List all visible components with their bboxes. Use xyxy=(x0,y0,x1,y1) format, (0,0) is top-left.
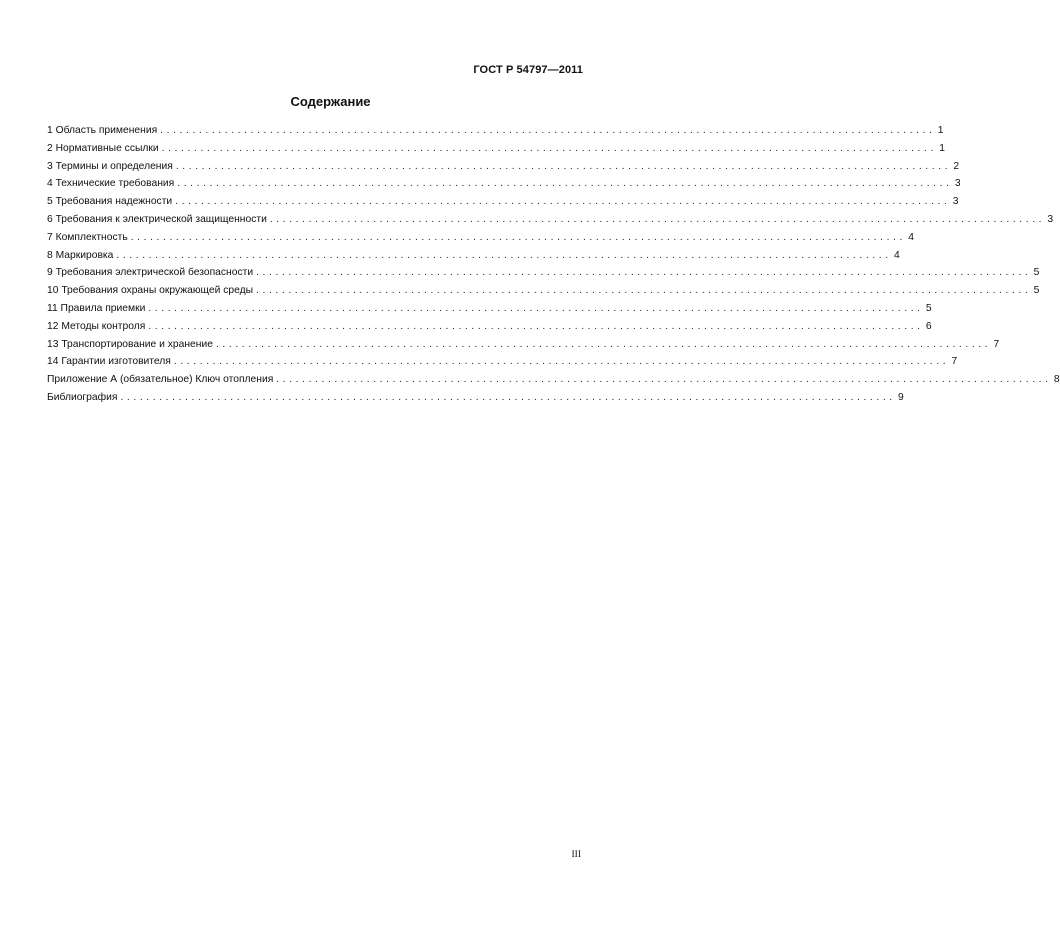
toc-entry-label: 9 Требования электрической безопасности xyxy=(47,267,254,279)
toc-entry-page: 2 xyxy=(953,160,960,172)
toc-entry-page: 8 xyxy=(1053,374,1060,386)
toc-entry-page: 5 xyxy=(925,302,932,314)
toc-dot-leader: ........................................................................................................................ xyxy=(276,374,1052,386)
toc-entry-page: 1 xyxy=(939,142,945,154)
toc-dot-leader: ........................................................................................................................ xyxy=(160,125,936,136)
toc-entry-label: 14 Гарантии изготовителя xyxy=(47,356,171,368)
toc-dot-leader: ........................................................................................................................ xyxy=(175,160,952,172)
toc-entry-label: 10 Требования охраны окружающей среды xyxy=(47,285,254,297)
toc-entry-page: 1 xyxy=(937,125,944,136)
toc-entry-label: 11 Правила приемки xyxy=(47,302,146,314)
toc-entry-label: 12 Методы контроля xyxy=(47,320,146,332)
toc-entry[interactable] xyxy=(47,211,1054,229)
toc-entry-page: 9 xyxy=(898,391,904,403)
toc-entry-label: 7 Комплектность xyxy=(47,231,128,243)
toc-entry[interactable] xyxy=(47,122,944,140)
toc-entry-label: 6 Требования к электрической защищенности xyxy=(47,213,267,225)
toc-entry-page: 4 xyxy=(893,249,900,261)
toc-entry-page: 4 xyxy=(908,231,914,243)
toc-entry-page: 7 xyxy=(993,338,1000,350)
toc-entry-page: 6 xyxy=(925,320,932,332)
toc-entry-page: 3 xyxy=(1047,213,1054,225)
toc-entry-page: 5 xyxy=(1033,285,1040,297)
toc-entry-label: Приложение А (обязательное) Ключ отопления xyxy=(47,374,274,386)
toc-dot-leader: ........................................................................................................................ xyxy=(173,356,950,368)
toc-dot-leader: ........................................................................................................................ xyxy=(175,196,951,208)
toc-entry-label: Библиография xyxy=(47,391,118,403)
toc-dot-leader: ........................................................................................................................ xyxy=(256,285,1032,297)
toc-dot-leader: ........................................................................................................................ xyxy=(116,249,892,261)
toc-entry[interactable] xyxy=(47,336,1000,354)
page-number: III xyxy=(571,850,581,860)
toc-dot-leader: ........................................................................................................................ xyxy=(120,391,896,403)
toc-entry-label: 2 Нормативные ссылки xyxy=(47,142,159,154)
toc-entry-label: 1 Область применения xyxy=(47,125,158,136)
toc-entry-label: 4 Технические требования xyxy=(47,178,175,190)
toc-entry[interactable] xyxy=(47,353,958,371)
toc-entry[interactable] xyxy=(47,175,961,193)
toc-entry[interactable] xyxy=(47,158,960,176)
toc-entry-page: 5 xyxy=(1033,267,1040,279)
toc-dot-leader: ........................................................................................................................ xyxy=(177,178,953,190)
toc-entry[interactable] xyxy=(47,193,959,211)
table-of-contents xyxy=(47,122,1060,407)
toc-entry[interactable] xyxy=(47,389,904,407)
toc-entry[interactable] xyxy=(47,371,1060,389)
toc-dot-leader: ........................................................................................................................ xyxy=(256,267,1032,279)
toc-entry-label: 8 Маркировка xyxy=(47,249,114,261)
toc-dot-leader: ........................................................................................................................ xyxy=(148,320,924,332)
toc-entry[interactable] xyxy=(47,247,900,265)
toc-dot-leader: ........................................................................................................................ xyxy=(148,302,924,314)
toc-entry[interactable] xyxy=(47,318,932,336)
toc-dot-leader: ........................................................................................................................ xyxy=(215,338,992,350)
standard-code: ГОСТ Р 54797—2011 xyxy=(473,64,583,76)
toc-entry[interactable] xyxy=(47,264,1040,282)
toc-dot-leader: ........................................................................................................................ xyxy=(130,231,906,243)
toc-entry-page: 3 xyxy=(952,196,959,208)
toc-entry[interactable] xyxy=(47,140,945,158)
toc-dot-leader: ........................................................................................................................ xyxy=(269,213,1046,225)
toc-entry-page: 7 xyxy=(951,356,958,368)
toc-entry[interactable] xyxy=(47,300,932,318)
toc-entry-label: 13 Транспортирование и хранение xyxy=(47,338,213,350)
toc-dot-leader: ........................................................................................................................ xyxy=(161,142,937,154)
toc-entry-page: 3 xyxy=(954,178,961,190)
toc-entry[interactable] xyxy=(47,229,914,247)
toc-entry-label: 3 Термины и определения xyxy=(47,160,173,172)
toc-entry-label: 5 Требования надежности xyxy=(47,196,173,208)
toc-title: Содержание xyxy=(290,94,371,109)
toc-entry[interactable] xyxy=(47,282,1040,300)
